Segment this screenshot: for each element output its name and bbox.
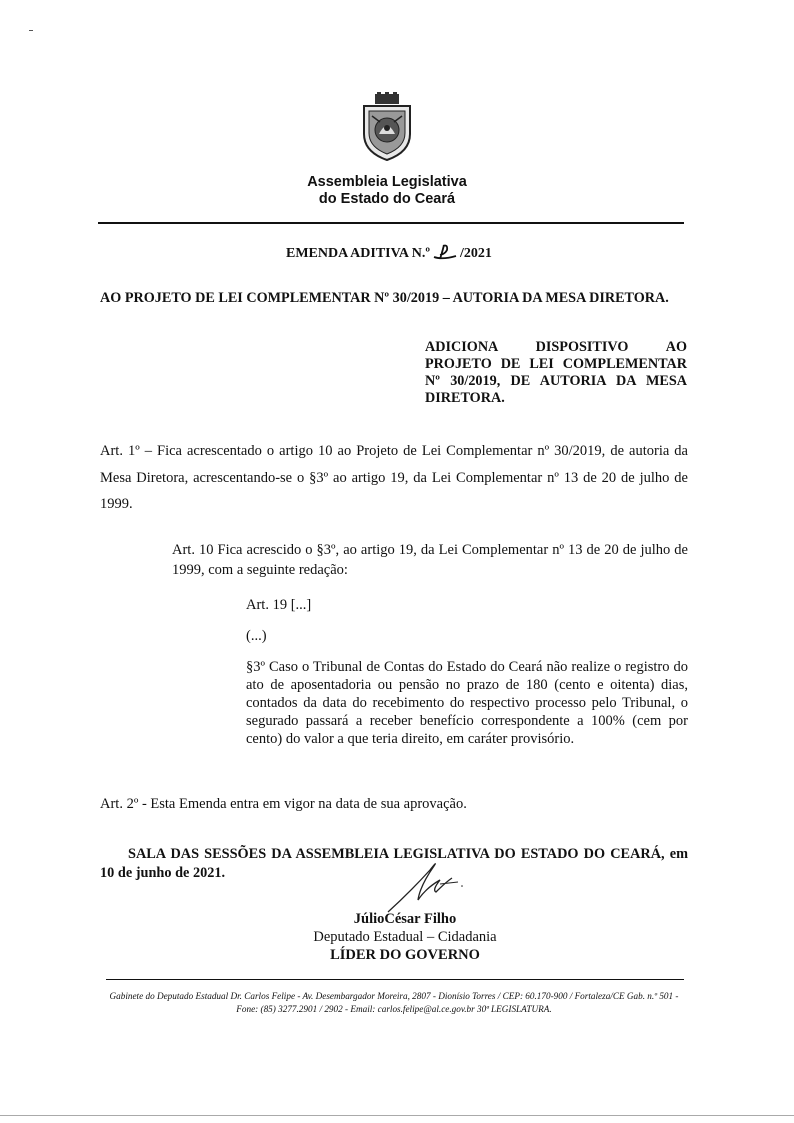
article-19: Art. 19 [...] — [246, 597, 312, 613]
footer-divider — [106, 979, 684, 980]
handwritten-number-icon — [430, 243, 460, 261]
paragraph-3: §3º Caso o Tribunal de Contas do Estado do Ceará não realize o registro do ato de aposentadoria ou pensão no prazo de 180 (cento e oitenta) dias, contados da data do recebimento do respectivo processo pelo Tribunal, o segurado passará a receber benefício correspondente a 100% (cem por cento) do valor a que teria direito, em caráter provisório. — [246, 659, 688, 747]
ellipsis: (...) — [246, 628, 267, 644]
article-1: Art. 1º – Fica acrescentado o artigo 10 ao Projeto de Lei Complementar nº 30/2019, de autoria da Mesa Diretora, acrescentando-se o §3º ao artigo 19, da Lei Complementar nº 13 de 20 de julho de 1999. — [100, 443, 688, 512]
signer-role: Deputado Estadual – Cidadania — [313, 929, 497, 945]
subject-line: AO PROJETO DE LEI COMPLEMENTAR Nº 30/2019 – AUTORIA DA MESA DIRETORA. — [100, 290, 669, 306]
article-10: Art. 10 Fica acrescido o §3º, ao artigo 19, da Lei Complementar nº 13 de 20 de julho de 1999, com a seguinte redação: — [172, 542, 688, 578]
scan-edge — [0, 1115, 794, 1116]
title-suffix: /2021 — [460, 246, 492, 261]
closing-statement: SALA DAS SESSÕES DA ASSEMBLEIA LEGISLATIVA DO ESTADO DO CEARÁ, em 10 de junho de 2021. — [100, 846, 688, 881]
ementa: ADICIONA DISPOSITIVO AO PROJETO DE LEI COMPLEMENTAR Nº 30/2019, DE AUTORIA DA MESA DIRETORA. — [425, 339, 687, 406]
coat-of-arms-icon — [358, 92, 416, 162]
article-2: Art. 2º - Esta Emenda entra em vigor na data de sua aprovação. — [100, 796, 467, 812]
institution-line-2: do Estado do Ceará — [318, 191, 456, 207]
signer-name: JúlioCésar Filho — [353, 911, 457, 927]
institution-line-1: Assembleia Legislativa — [307, 174, 467, 190]
scan-mark — [29, 30, 33, 31]
signer-title: LÍDER DO GOVERNO — [330, 947, 480, 963]
document-title — [286, 243, 492, 262]
header-divider — [98, 222, 684, 224]
footer-address: Gabinete do Deputado Estadual Dr. Carlos Felipe - Av. Desembargador Moreira, 2807 - Dionísio Torres / CEP: 60.170-900 / Fortaleza/CE Gab. n.º 501 - Fone: (85) 3277.2901 / 2902 - Email: carlos.felipe@al.ce.gov.br 30ª LEGISLATURA. — [109, 991, 679, 1014]
title-prefix: EMENDA ADITIVA N.º — [286, 246, 431, 261]
